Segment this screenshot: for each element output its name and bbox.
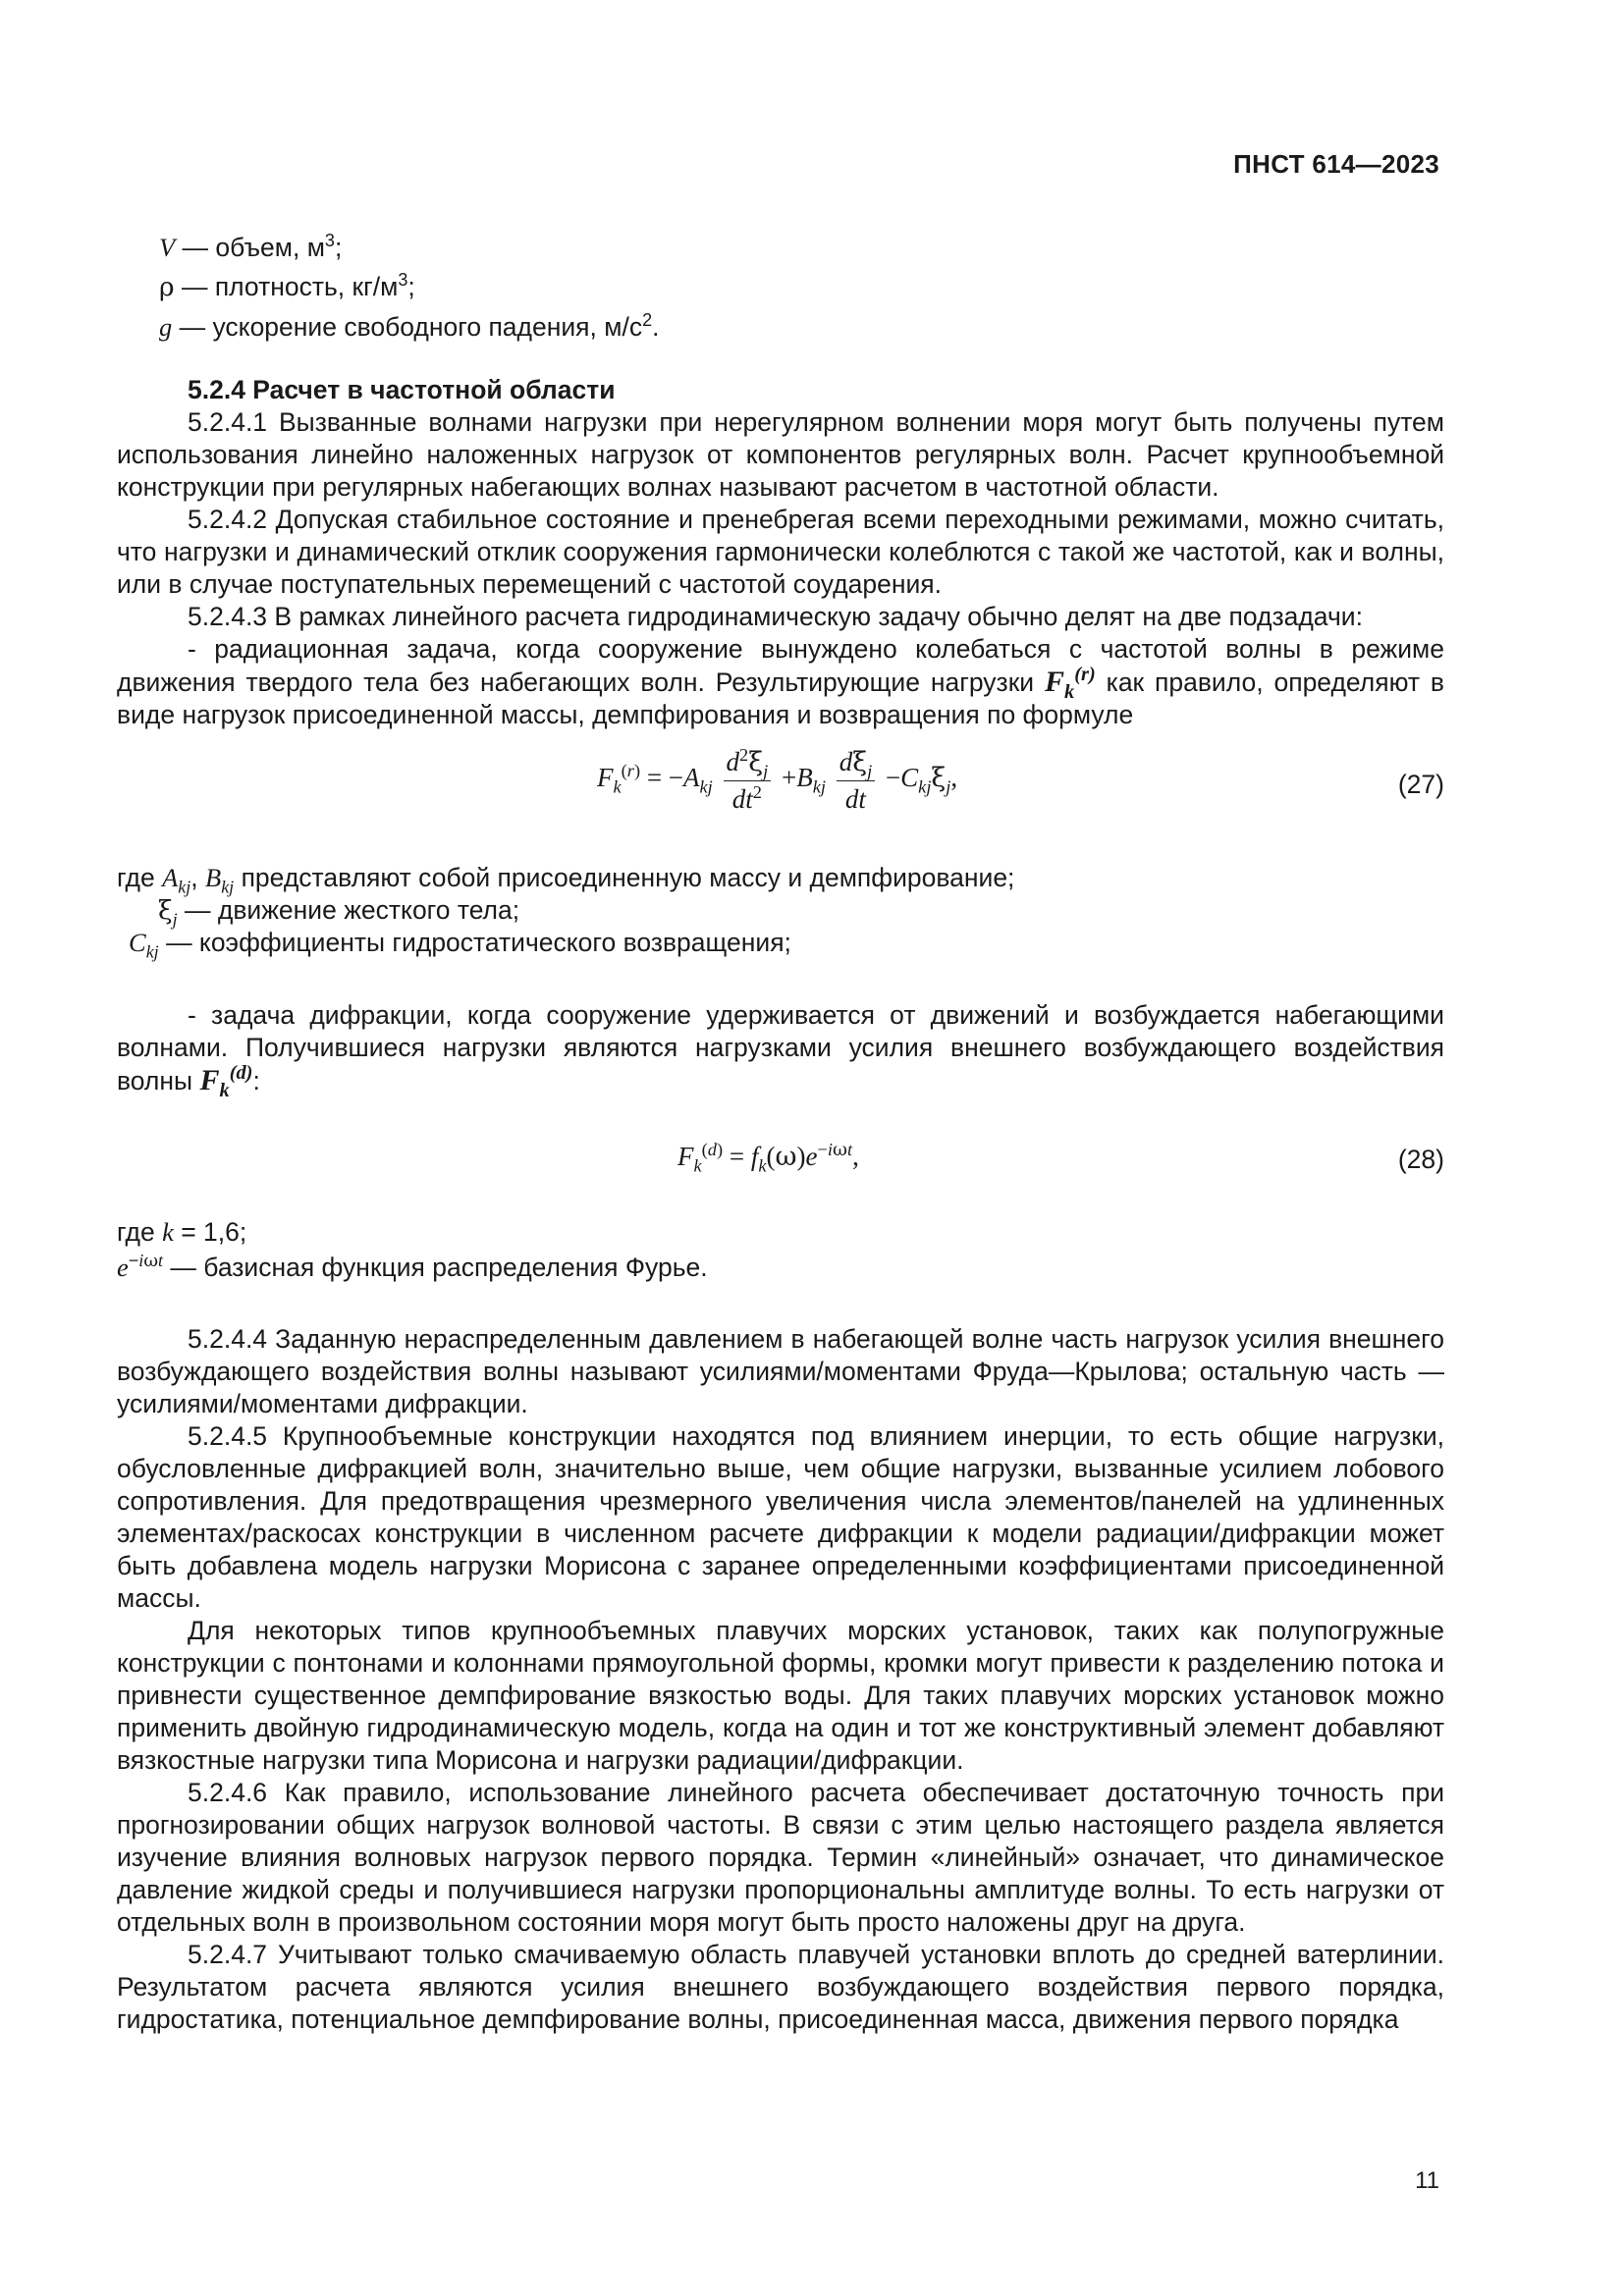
equation-27-number: (27) xyxy=(1397,770,1444,799)
equation-27: $F_k^{(r)} = -A_{kj}$ $\frac{d^2\xi_j}{dt^2}$ $+B_{kj}$ $\frac{d\xi_j}{dt}$ $-C_{kj}\xi_j$, xyxy=(597,745,958,814)
paragraph-5-2-4-2: 5.2.4.2 Допуская стабильное состояние и пренебрегая всеми переходными режимами, можно считать, что нагрузки и динамический отклик сооружения гармонически колеблются с такой же частотой, как и волны, или в случае поступательных перемещений с частотой соударения. xyxy=(117,505,1444,599)
def-gravity: g — ускорение свободного падения, $м/с^2$. xyxy=(159,310,660,342)
equation-28-number: (28) xyxy=(1397,1145,1444,1174)
paragraph-5-2-4-3: 5.2.4.3 В рамках линейного расчета гидродинамическую задачу обычно делят на две подзадачи: xyxy=(188,602,1363,631)
symbol-fk-r: $F_k^{(r)}$ xyxy=(1045,664,1096,703)
page-number: 11 xyxy=(1415,2167,1439,2194)
where-akj-bkj: где $A_{kj}$, $B_{kj}$ представляют собой присоединенную массу и демпфирование; xyxy=(117,863,1015,897)
where-list-27 xyxy=(117,862,1444,962)
variable-definitions xyxy=(159,228,659,347)
paragraph-5-2-4-6: 5.2.4.6 Как правило, использование линейного расчета обеспечивает достаточную точность при прогнозировании общих нагрузок волновой частоты. В связи с этим целью настоящего раздела является изучение влияния волновых нагрузок первого порядка. Термин «линейный» означает, что динамическое давление жидкой среды и получившиеся нагрузки пропорциональны амплитуде волны. То есть нагрузки от отдельных волн в произвольном состоянии моря могут быть просто наложены друг на друга. xyxy=(117,1778,1444,1937)
where-ckj: $C_{kj}$ — коэффициенты гидростатического возвращения; xyxy=(129,928,791,962)
equation-28: $F_k^{(d)} = f_k(\omega)e^{-i\omega t}$, xyxy=(677,1140,859,1176)
paragraphs-continued xyxy=(117,1323,1444,2036)
paragraph-5-2-4-5: 5.2.4.5 Крупнообъемные конструкции находятся под влиянием инерции, то есть общие нагрузки, обусловленные дифракцией волн, значительно выше, чем общие нагрузки, вызванные усилием лобового сопротивления. Для предотвращения чрезмерного увеличения числа элементов/панелей на удлиненных элементах/раскосах конструкции в численном расчете дифракции к модели радиации/дифракции может быть добавлена модель нагрузки Морисона с заранее определенными коэффициентами присоединенной массы. xyxy=(117,1421,1444,1613)
paragraph-radiation-task: - радиационная задача, когда сооружение вынуждено колебаться с частотой волны в режиме движения твердого тела без набегающих волн. Результирующие нагрузки $F_k^{(r)}$ как правило, определяют в виде нагрузок присоединенной массы, демпфирования и возвращения по формуле xyxy=(117,634,1444,729)
section-heading: 5.2.4 Расчет в частотной области xyxy=(188,375,616,404)
section-5-2-4 xyxy=(117,374,1444,731)
where-list-28 xyxy=(117,1214,1444,1285)
paragraph-5-2-4-4: 5.2.4.4 Заданную нераспределенным давлением в набегающей волне часть нагрузок усилия внешнего возбуждающего воздействия волны называют усилиями/моментами Фруда—Крылова; остальную часть — усилиями/моментами дифракции. xyxy=(117,1324,1444,1418)
symbol-fk-d: $F_k^{(d)}$ xyxy=(199,1062,253,1101)
where-k: где k = 1,6; xyxy=(117,1217,247,1247)
def-density: ρ — плотность, $кг/м^3$; xyxy=(159,270,415,302)
document-id: ПНСТ 614—2023 xyxy=(1233,149,1439,179)
paragraph-5-2-4-1: 5.2.4.1 Вызванные волнами нагрузки при нерегулярном волнении моря могут быть получены путем использования линейно наложенных нагрузок от компонентов регулярных волн. Расчет крупнообъемной конструкции при регулярных набегающих волнах называют расчетом в частотной области. xyxy=(117,407,1444,502)
def-volume: V — объем, $м^3$; xyxy=(159,231,343,262)
paragraph-floating-units: Для некоторых типов крупнообъемных плавучих морских установок, таких как полупогружные конструкции с понтонами и колоннами прямоугольной формы, кромки могут привести к разделению потока и привнести существенное демпфирование вязкостью воды. Для таких плавучих морских установок можно применить двойную гидродинамическую модель, когда на один и тот же конструктивный элемент добавляют вязкостные нагрузки типа Морисона и нагрузки радиации/дифракции. xyxy=(117,1616,1444,1775)
paragraph-diffraction-task: - задача дифракции, когда сооружение удерживается от движений и возбуждается набегающими волнами. Получившиеся нагрузки являются нагрузками усилия внешнего возбуждающего воздействия волны $F_k^{(d)}$: xyxy=(117,1000,1444,1101)
paragraph-5-2-4-7: 5.2.4.7 Учитывают только смачиваемую область плавучей установки вплоть до средней ватерлинии. Результатом расчета являются усилия внешнего возбуждающего воздействия первого порядка, гидростатика, потенциальное демпфирование волны, присоединенная масса, движения первого порядка xyxy=(117,1940,1444,2034)
where-xi: $\xi_j$ — движение жесткого тела; xyxy=(158,895,520,930)
where-exp: $e^{-i\omega t}$ — базисная функция распределения Фурье. xyxy=(117,1251,708,1282)
